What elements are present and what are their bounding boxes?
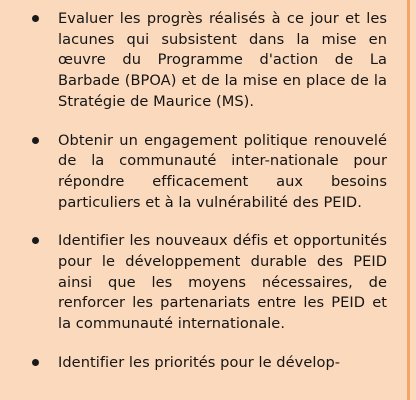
list-item xyxy=(21,9,387,113)
objective-text: Identifier les priorités pour le dévelop- xyxy=(58,353,341,371)
objective-text: Identifier les nouveaux défis et opportunités pour le développement durable des PEID ainsi que les moyens nécessaires, de renforcer les partenariats entre les PEID et la communauté internationale. xyxy=(58,232,387,333)
list-item xyxy=(21,353,387,374)
bullet-icon xyxy=(32,137,39,144)
list-item xyxy=(21,131,387,214)
objective-text: Obtenir un engagement politique renouvelé de la communauté inter-nationale pour répondre efficacement aux besoins particuliers et à la vulnérabilité des PEID. xyxy=(58,131,387,211)
bullet-icon xyxy=(32,237,39,244)
bullet-icon xyxy=(32,359,39,366)
objective-text: Evaluer les progrès réalisés à ce jour et les lacunes qui subsistent dans la mise en œuvre du Programme d'action de La Barbade (BPOA) et de la mise en place de la Stratégie de Maurice (MS). xyxy=(58,10,387,110)
bullet-icon xyxy=(32,15,39,22)
list-item xyxy=(21,231,387,335)
